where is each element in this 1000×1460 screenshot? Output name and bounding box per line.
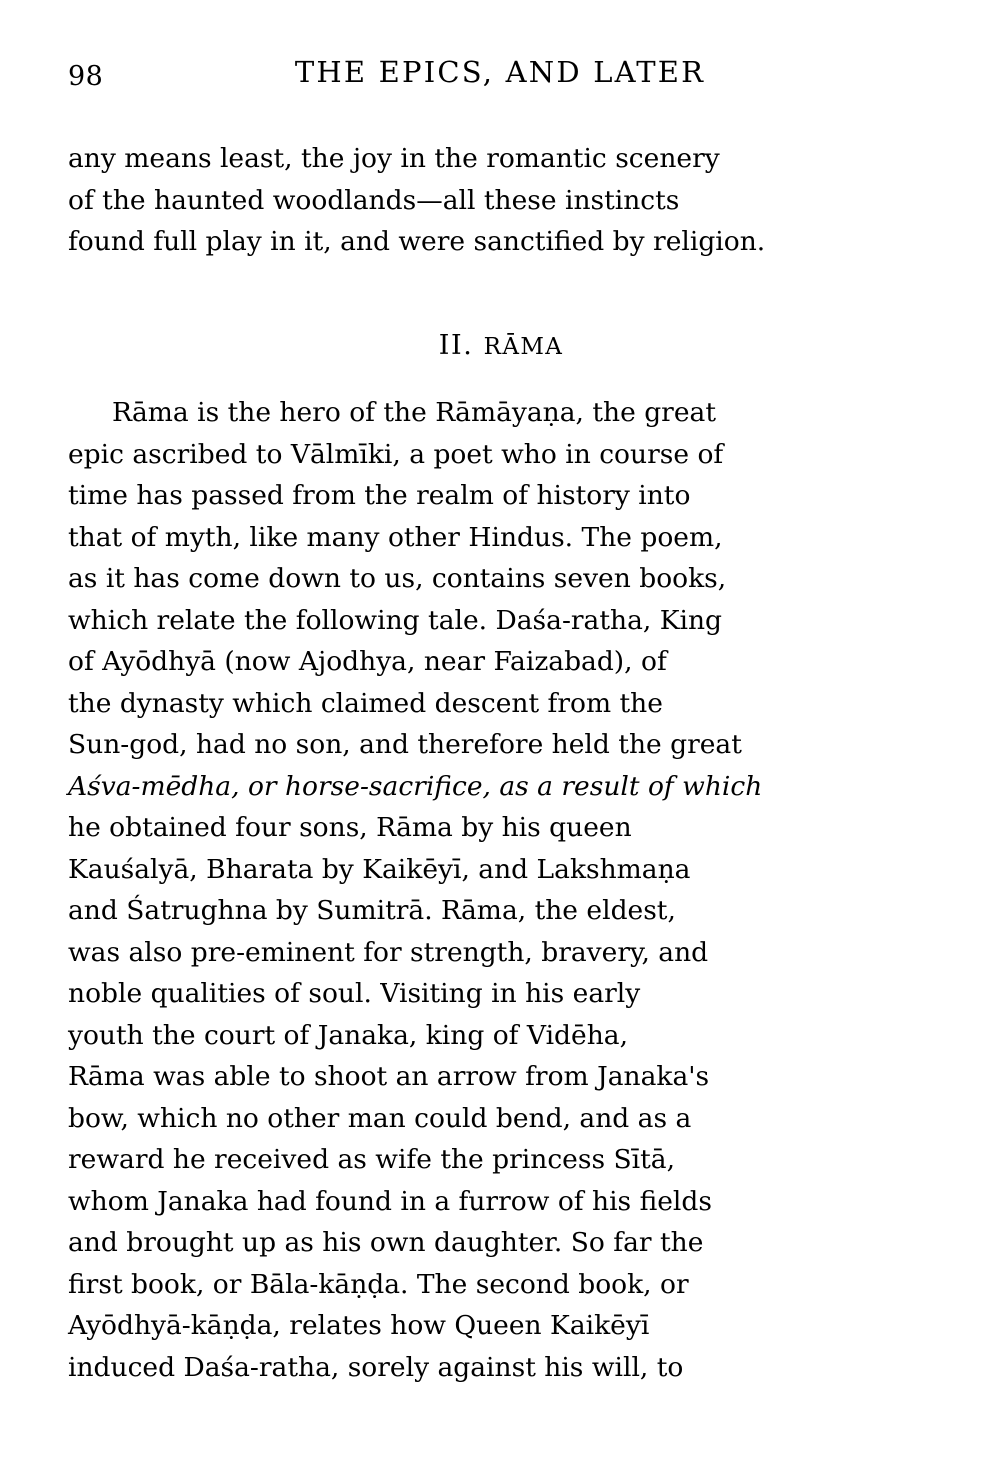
text-line: and brought up as his own daughter. So far the: [68, 1227, 704, 1258]
text-line: Aśva-mēdha, or horse-sacrifice, as a result of which: [68, 770, 763, 802]
paragraph-continued: [68, 138, 934, 263]
text-line: bow, which no other man could bend, and as a: [68, 1102, 692, 1134]
text-line: of the haunted woodlands—all these instincts: [68, 184, 680, 216]
text-line: noble qualities of soul. Visiting in his early: [68, 978, 641, 1009]
section-heading: [68, 330, 934, 361]
page-header: [68, 55, 932, 105]
section-number: II.: [438, 330, 474, 361]
text-line: found full play in it, and were sanctified by religion.: [68, 226, 766, 257]
text-line: he obtained four sons, Rāma by his queen: [68, 812, 632, 843]
text-line: any means least, the joy in the romantic scenery: [68, 143, 720, 174]
text-line: epic ascribed to Vālmīki, a poet who in course of: [68, 438, 724, 470]
text-line: which relate the following tale. Daśa-ratha, King: [68, 604, 723, 636]
text-line: youth the court of Janaka, king of Vidēha,: [68, 1019, 628, 1051]
text-line: Kauśalyā, Bharata by Kaikēyī, and Lakshmaṇa: [68, 853, 691, 885]
text-line: Ayōdhyā-kāṇḍa, relates how Queen Kaikēyī: [68, 1310, 650, 1341]
section-title-text: RĀMA: [483, 334, 564, 360]
text-line: of Ayōdhyā (now Ajodhya, near Faizabad), of: [68, 646, 667, 677]
text-line: reward he received as wife the princess Sītā,: [68, 1144, 675, 1175]
text-line: first book, or Bāla-kāṇḍa. The second book, or: [68, 1268, 689, 1300]
text-line: time has passed from the realm of history into: [68, 480, 691, 511]
text-line: Sun-god, had no son, and therefore held the great: [68, 729, 742, 760]
text-line: was also pre-eminent for strength, bravery, and: [68, 936, 709, 968]
text-line: Rāma is the hero of the Rāmāyaṇa, the great: [112, 397, 716, 428]
text-line: as it has come down to us, contains seven books,: [68, 563, 727, 594]
paragraph-rama: [68, 392, 934, 1388]
text-line: and Śatrughna by Sumitrā. Rāma, the eldest,: [68, 895, 676, 926]
page-number: 98: [68, 61, 104, 92]
text-line: that of myth, like many other Hindus. The poem,: [68, 521, 723, 553]
text-line: induced Daśa-ratha, sorely against his will, to: [68, 1351, 684, 1383]
text-line: the dynasty which claimed descent from the: [68, 687, 663, 719]
text-line: Rāma was able to shoot an arrow from Janaka's: [68, 1061, 710, 1092]
running-head: THE EPICS, AND LATER: [294, 55, 706, 89]
text-line: whom Janaka had found in a furrow of his fields: [68, 1185, 712, 1217]
